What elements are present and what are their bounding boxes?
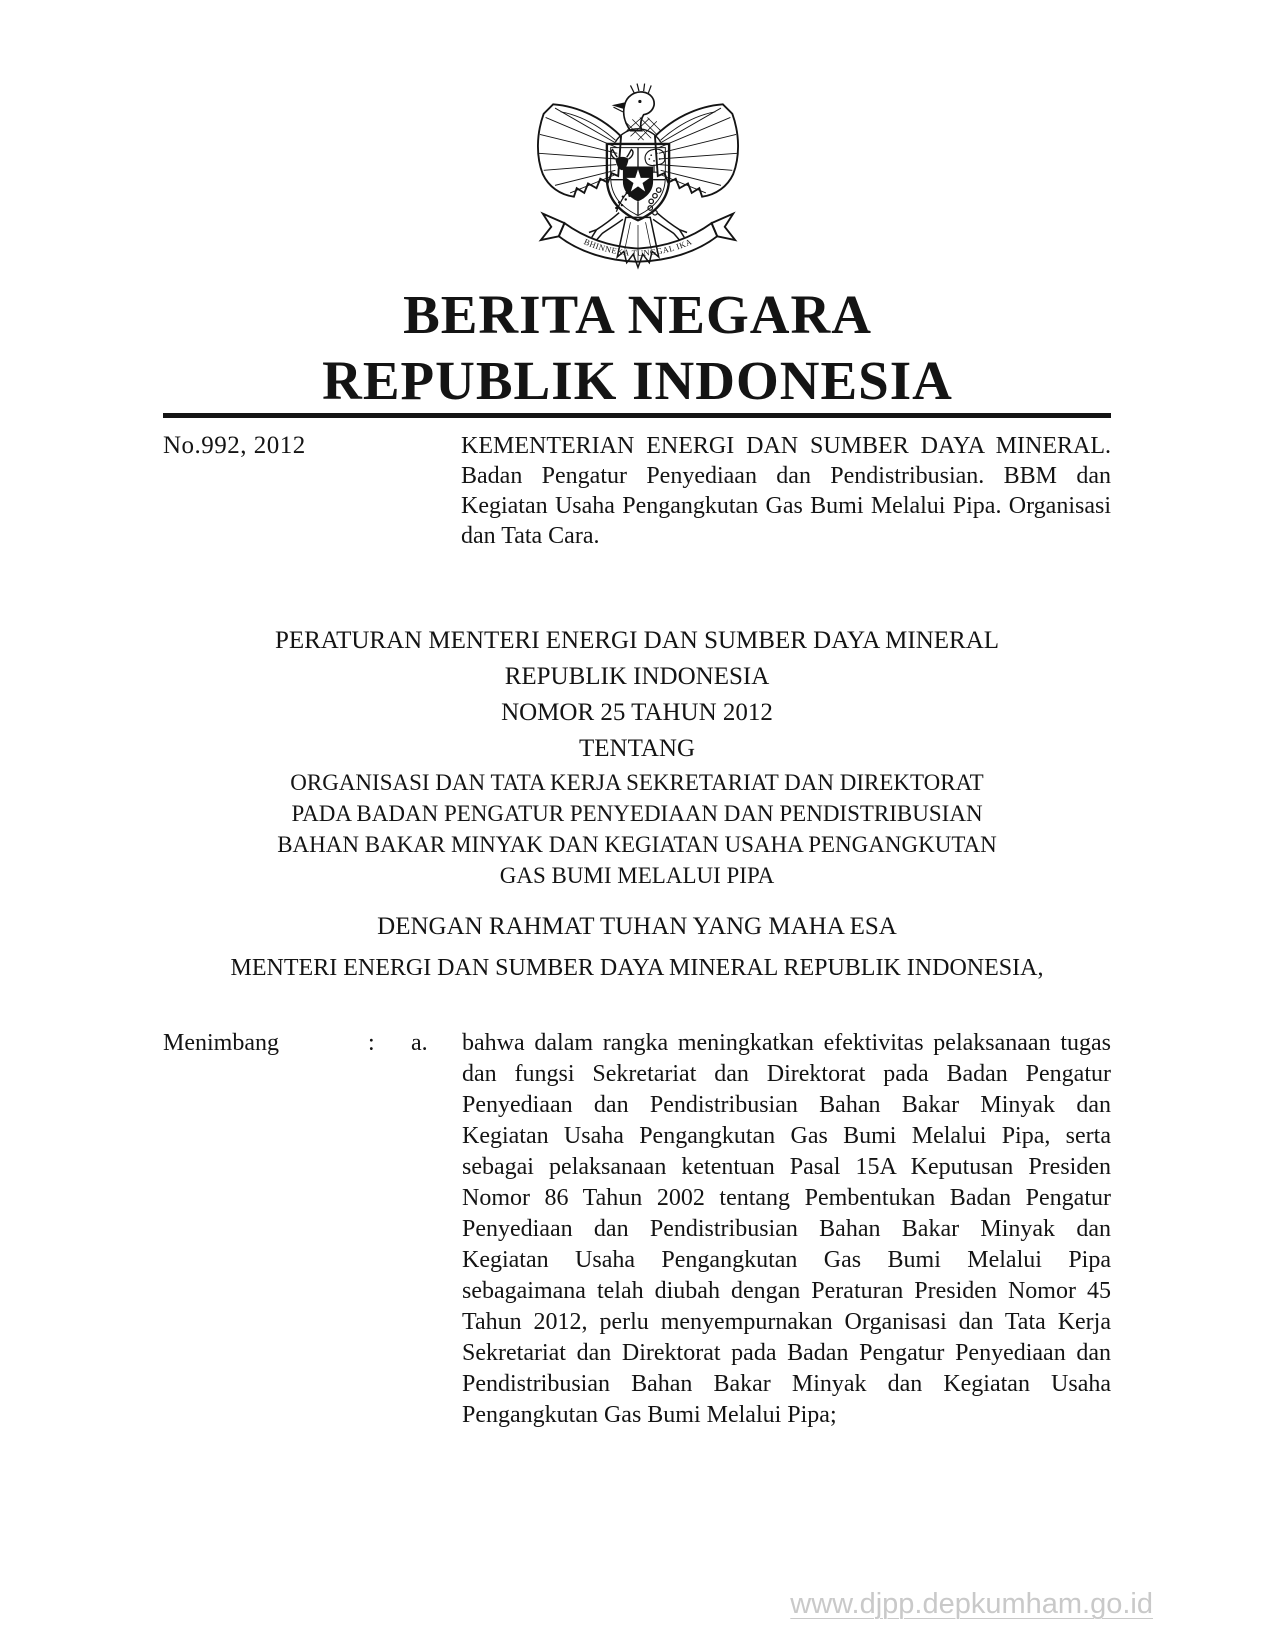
regulation-heading-line4: TENTANG [578, 735, 696, 762]
subject-abstract: KEMENTERIAN ENERGI DAN SUMBER DAYA MINERAL. Badan Pengatur Penyediaan dan Pendistribusian. BBM dan Kegiatan Usaha Pengangkutan Gas Bumi Melalui Pipa. Organisasi dan Tata Cara. [461, 433, 1111, 549]
gazette-title [0, 282, 1275, 414]
regulation-subject-line1: ORGANISASI DAN TATA KERJA SEKRETARIAT DAN DIREKTORAT [290, 770, 984, 795]
masthead-divider [163, 413, 1111, 418]
authority-line: MENTERI ENERGI DAN SUMBER DAYA MINERAL REPUBLIK INDONESIA, [230, 955, 1044, 981]
considerations-label: Menimbang [163, 1030, 279, 1056]
gazette-title-line1: BERITA NEGARA [403, 284, 872, 345]
emblem-motto-text: BHINNEKA TUNGGAL IKA [581, 236, 694, 259]
regulation-heading-line2: REPUBLIK INDONESIA [504, 663, 770, 690]
regulation-subject [163, 767, 1111, 891]
gazette-title-line2: REPUBLIK INDONESIA [322, 350, 953, 411]
regulation-heading-line3: NOMOR 25 TAHUN 2012 [501, 699, 773, 726]
considerations-colon: : [368, 1030, 375, 1056]
considerations-item-text: bahwa dalam rangka meningkatkan efektivitas pelaksanaan tugas dan fungsi Sekretariat dan Direktorat pada Badan Pengatur Penyediaan dan Pendistribusian Bahan Bakar Minyak dan Kegiatan Usaha Pengangkutan Gas Bumi Melalui Pipa, serta sebagai pelaksanaan ketentuan Pasal 15A Keputusan Presiden Nomor 86 Tahun 2002 tentang Pembentukan Badan Pengatur Penyediaan dan Pendistribusian Bahan Bakar Minyak dan Kegiatan Usaha Pengangkutan Gas Bumi Melalui Pipa sebagaimana telah diubah dengan Peraturan Presiden Nomor 45 Tahun 2012, perlu menyempurnakan Organisasi dan Tata Kerja Sekretariat dan Direktorat pada Badan Pengatur Penyediaan dan Pendistribusian Bahan Bakar Minyak dan Kegiatan Usaha Pengangkutan Gas Bumi Melalui Pipa; [462, 1030, 1111, 1428]
regulation-subject-line2: PADA BADAN PENGATUR PENYEDIAAN DAN PENDISTRIBUSIAN [291, 801, 983, 826]
regulation-subject-line3: BAHAN BAKAR MINYAK DAN KEGIATAN USAHA PENGANGKUTAN [277, 832, 997, 857]
gazette-header-row [163, 431, 1111, 551]
invocation-line: DENGAN RAHMAT TUHAN YANG MAHA ESA [377, 913, 897, 940]
watermark-url[interactable]: www.djpp.depkumham.go.id [790, 1588, 1153, 1620]
garuda-pancasila-icon [512, 76, 764, 274]
regulation-heading-line1: PERATURAN MENTERI ENERGI DAN SUMBER DAYA MINERAL [274, 627, 1000, 654]
considerations-block [163, 1028, 1111, 1431]
garuda-pancasila-emblem [512, 76, 764, 274]
gazette-number: No.992, 2012 [163, 432, 306, 459]
regulation-heading [163, 623, 1111, 767]
considerations-item-marker: a. [411, 1030, 428, 1056]
regulation-subject-line4: GAS BUMI MELALUI PIPA [499, 863, 775, 888]
